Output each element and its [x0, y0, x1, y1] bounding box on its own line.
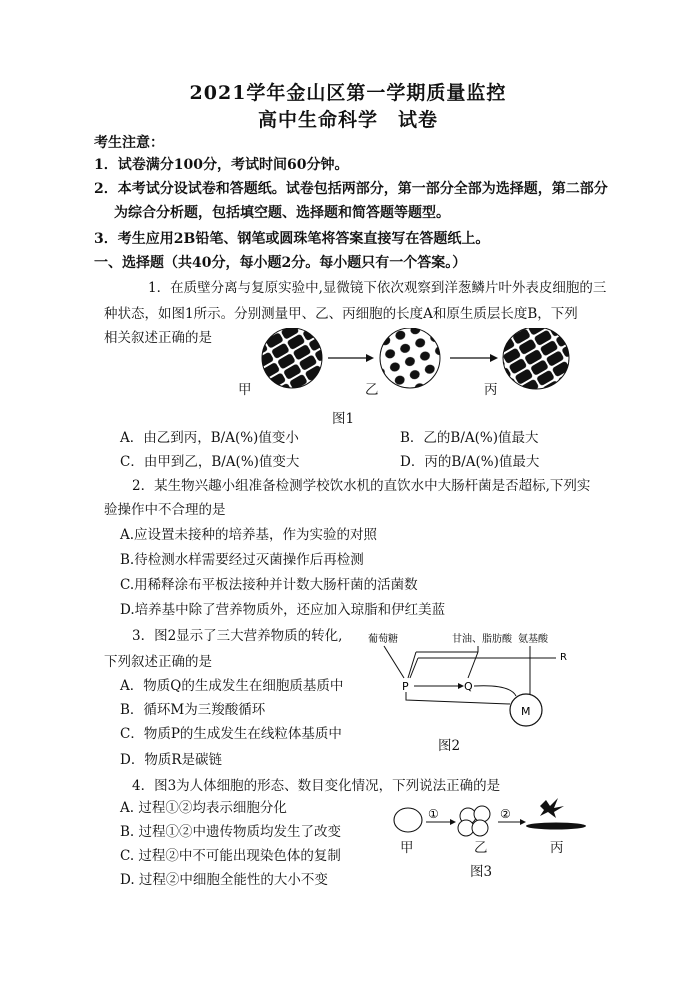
question-stem: 1．在质壁分离与复原实验中,显微镜下依次观察到洋葱鳞片叶外表皮细胞的三 — [148, 280, 607, 296]
option: A．物质Q的生成发生在细胞质基质中 — [120, 678, 344, 694]
page-title: 2021学年金山区第一学期质量监控 — [189, 82, 507, 104]
option: C．物质P的生成发生在线粒体基质中 — [120, 726, 342, 742]
fig1-label: 丙 — [484, 382, 498, 398]
cell-yi — [380, 328, 440, 388]
question-stem: 验操作中不合理的是 — [104, 502, 226, 518]
option: C. 过程②中不可能出现染色体的复制 — [120, 848, 341, 864]
question-stem: 4．图3为人体细胞的形态、数目变化情况，下列说法正确的是 — [132, 778, 501, 794]
figure-caption: 图2 — [438, 738, 461, 754]
muscle-cell — [526, 823, 586, 830]
cell-jia — [262, 328, 322, 388]
option: B．循环M为三羧酸循环 — [120, 702, 266, 718]
fig2-label-R: R — [560, 652, 567, 663]
section-heading: 一、选择题（共40分，每小题2分。每小题只有一个答案。） — [94, 255, 467, 271]
notice-item: 3．考生应用2B铅笔、钢笔或圆珠笔将答案直接写在答题纸上。 — [94, 231, 490, 247]
question-stem: 种状态，如图1所示。分别测量甲、乙、丙细胞的长度A和原生质层长度B，下列 — [104, 306, 578, 322]
question-stem: 下列叙述正确的是 — [104, 654, 212, 670]
option: A.应设置未接种的培养基，作为实验的对照 — [120, 527, 378, 543]
fig1-label: 甲 — [238, 382, 252, 398]
option: D．丙的B/A(%)值最大 — [400, 454, 540, 470]
neuron-cell — [540, 798, 564, 818]
fig1-label: 乙 — [365, 382, 379, 398]
fig2-label-aminoacid: 氨基酸 — [518, 634, 548, 645]
notice-item: 为综合分析题，包括填空题、选择题和简答题等题型。 — [114, 205, 450, 221]
figure-caption: 图3 — [470, 864, 493, 880]
fig2-label-Q: Q — [464, 680, 473, 693]
option: C．由甲到乙，B/A(%)值变大 — [120, 454, 300, 470]
option: D.培养基中除了营养物质外，还应加入琼脂和伊红美蓝 — [120, 602, 446, 618]
option: B. 过程①②中遗传物质均发生了改变 — [120, 824, 342, 840]
notice-heading: 考生注意： — [94, 135, 164, 151]
figure-3-diagram — [388, 792, 598, 856]
question-stem: 2．某生物兴趣小组准备检测学校饮水机的直饮水中大肠杆菌是否超标,下列实 — [132, 478, 591, 494]
figure-1-cells — [236, 328, 576, 398]
fig3-label: 甲 — [400, 840, 414, 856]
option: A．由乙到丙，B/A(%)值变小 — [120, 430, 299, 446]
fig2-label-P: P — [402, 680, 409, 693]
fig3-label: 乙 — [474, 840, 488, 856]
figure-2-diagram — [360, 628, 590, 758]
fig3-step-1: ① — [428, 807, 439, 821]
cell-single — [394, 808, 422, 832]
fig3-step-2: ② — [500, 807, 511, 821]
cell-bing — [503, 328, 569, 389]
option: C.用稀释涂布平板法接种并计数大肠杆菌的活菌数 — [120, 577, 418, 593]
fig2-label-M: M — [521, 705, 531, 718]
notice-item: 2．本考试分设试卷和答题纸。试卷包括两部分，第一部分全部为选择题，第二部分 — [94, 181, 608, 197]
option: B.待检测水样需要经过灭菌操作后再检测 — [120, 552, 364, 568]
figure-caption: 图1 — [332, 411, 355, 427]
cell-cluster — [458, 806, 490, 836]
fig2-label-glucose: 葡萄糖 — [368, 634, 398, 645]
question-stem: 相关叙述正确的是 — [104, 330, 212, 346]
fig2-label-glycerol: 甘油、脂肪酸 — [452, 634, 512, 645]
question-stem: 3．图2显示了三大营养物质的转化, — [132, 628, 343, 644]
option: D．物质R是碳链 — [120, 752, 222, 768]
notice-item: 1．试卷满分100分，考试时间60分钟。 — [94, 157, 349, 173]
option: A. 过程①②均表示细胞分化 — [120, 800, 287, 816]
page-subtitle: 高中生命科学 试卷 — [257, 109, 438, 131]
option: D. 过程②中细胞全能性的大小不变 — [120, 872, 328, 888]
fig3-label: 丙 — [550, 840, 564, 856]
option: B．乙的B/A(%)值最大 — [400, 430, 539, 446]
